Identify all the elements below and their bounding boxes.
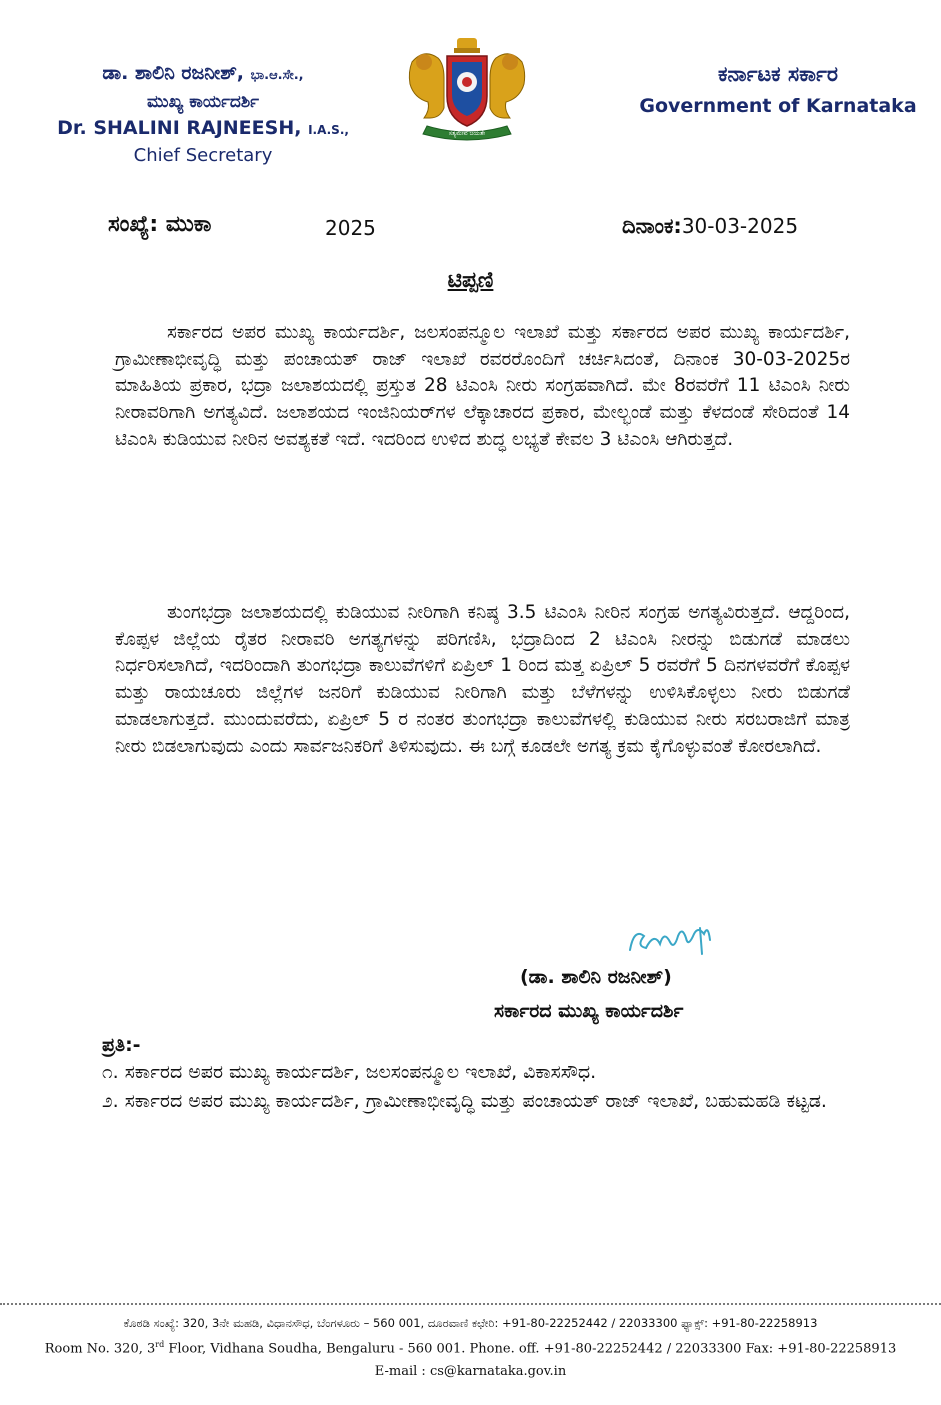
footer-email: E-mail : cs@karnataka.gov.in xyxy=(374,1364,567,1379)
footer-address-kannada: ಕೊಠಡಿ ಸಂಖ್ಯೆ: 320, 3ನೇ ಮಹಡಿ, ವಿಧಾನಸೌಧ, ಬೆಂಗಳೂರು – 560 001, ದೂರವಾಣಿ ಕಛೇರಿ: +91-80-22252442 / 22033300 ಫ್ಯಾಕ್ಸ್: +91-80-22258913 xyxy=(123,1316,818,1330)
signatory-name: (ಡಾ. ಶಾಲಿನಿ ರಜನೀಶ್) xyxy=(520,966,672,988)
list-item: ೨. ಸರ್ಕಾರದ ಅಪರ ಮುಖ್ಯ ಕಾರ್ಯದರ್ಶಿ, ಗ್ರಾಮೀಣಾಭೀವೃದ್ಧಿ ಮತ್ತು ಪಂಚಾಯತ್ ರಾಜ್ ಇಲಾಖೆ, ಬಹುಮಹಡಿ ಕಟ್ಟಡ. xyxy=(102,1090,827,1112)
officer-name-english: Dr. SHALINI RAJNEESH, I.A.S., xyxy=(57,117,349,139)
officer-title-kannada: ಮುಖ್ಯ ಕಾರ್ಯದರ್ಶಿ xyxy=(147,92,259,112)
handwritten-signature-icon xyxy=(622,920,732,960)
body-paragraph-1: ಸರ್ಕಾರದ ಅಪರ ಮುಖ್ಯ ಕಾರ್ಯದರ್ಶಿ, ಜಲಸಂಪನ್ಮೂಲ ಇಲಾಖೆ ಮತ್ತು ಸರ್ಕಾರದ ಅಪರ ಮುಖ್ಯ ಕಾರ್ಯದರ್ಶಿ, ಗ್ರಾಮೀಣಾಭೀವೃದ್ಧಿ ಮತ್ತು ಪಂಚಾಯತ್ ರಾಜ್ ಇಲಾಖೆ ರವರರೊಂದಿಗೆ ಚರ್ಚಿಸಿದಂತೆ, ದಿನಾಂಕ 30-03-2025ರ ಮಾಹಿತಿಯ ಪ್ರಕಾರ, ಭದ್ರಾ ಜಲಾಶಯದಲ್ಲಿ ಪ್ರಸ್ತುತ 28 ಟಿಎಂಸಿ ನೀರು ಸಂಗ್ರಹವಾಗಿದೆ. ಮೇ 8ರವರೆಗೆ 11 ಟಿಎಂಸಿ ನೀರು ನೀರಾವರಿಗಾಗಿ ಅಗತ್ಯವಿದೆ. ಜಲಾಶಯದ ಇಂಜಿನಿಯರ್‌ಗಳ ಲೆಕ್ಕಾಚಾರದ ಪ್ರಕಾರ, ಮೇಲ್ಭಂಡೆ ಮತ್ತು ಕೆಳದಂಡೆ ಸೇರಿದಂತೆ 14 ಟಿಎಂಸಿ ಕುಡಿಯುವ ನೀರಿನ ಅವಶ್ಯಕತೆ ಇದೆ. ಇದರಿಂದ ಉಳಿದ ಶುದ್ಧ ಲಭ್ಯತೆ ಕೇವಲ 3 ಟಿಎಂಸಿ ಆಗಿರುತ್ತದೆ. xyxy=(115,322,850,450)
government-name-english: Government of Karnataka xyxy=(639,95,917,117)
document-heading: ಟಿಪ್ಪಣಿ xyxy=(447,268,494,293)
government-name-kannada: ಕರ್ನಾಟಕ ಸರ್ಕಾರ xyxy=(718,62,838,86)
footer-divider xyxy=(0,1303,941,1305)
karnataka-emblem-icon xyxy=(402,32,532,142)
reference-year: 2025 xyxy=(325,216,376,240)
emblem-motto: ಸತ್ಯಮೇವ ಜಯತೇ xyxy=(448,130,486,137)
letterhead-officer-block xyxy=(38,60,368,169)
reference-number-label: ಸಂಖ್ಯೆ: ಮುಕಾ xyxy=(108,212,212,237)
letterhead-government-block xyxy=(628,58,928,122)
copy-to-label: ಪ್ರತಿ:- xyxy=(102,1034,141,1056)
officer-name-kannada: ಡಾ. ಶಾಲಿನಿ ರಜನೀಶ್, ಭಾ.ಆ.ಸೇ., xyxy=(102,62,304,84)
body-paragraph-2: ತುಂಗಭದ್ರಾ ಜಲಾಶಯದಲ್ಲಿ ಕುಡಿಯುವ ನೀರಿಗಾಗಿ ಕನಿಷ್ಠ 3.5 ಟಿಎಂಸಿ ನೀರಿನ ಸಂಗ್ರಹ ಅಗತ್ಯವಿರುತ್ತದೆ. ಆದ್ದರಿಂದ, ಕೊಪ್ಪಳ ಜಿಲ್ಲೆಯ ರೈತರ ನೀರಾವರಿ ಅಗತ್ಯಗಳನ್ನು ಪರಿಗಣಿಸಿ, ಭದ್ರಾದಿಂದ 2 ಟಿಎಂಸಿ ನೀರನ್ನು ಬಿಡುಗಡೆ ಮಾಡಲು ನಿರ್ಧರಿಸಲಾಗಿದೆ, ಇದರಿಂದಾಗಿ ತುಂಗಭದ್ರಾ ಕಾಲುವೆಗಳಿಗೆ ಏಪ್ರಿಲ್ 1 ರಿಂದ ಮತ್ತ ಏಪ್ರಿಲ್ 5 ರವರೆಗೆ 5 ದಿನಗಳವರೆಗೆ ಕೊಪ್ಪಳ ಮತ್ತು ರಾಯಚೂರು ಜಿಲ್ಲೆಗಳ ಜನರಿಗೆ ಕುಡಿಯುವ ನೀರಿಗಾಗಿ ಮತ್ತು ಬೆಳೆಗಳನ್ನು ಉಳಿಸಿಕೊಳ್ಳಲು ನೀರು ಬಿಡುಗಡೆ ಮಾಡಲಾಗುತ್ತದೆ. ಮುಂದುವರೆದು, ಏಪ್ರಿಲ್ 5 ರ ನಂತರ ತುಂಗಭದ್ರಾ ಕಾಲುವೆಗಳಲ್ಲಿ ಕುಡಿಯುವ ನೀರು ಸರಬರಾಜಿಗೆ ಮಾತ್ರ ನೀರು ಬಿಡಲಾಗುವುದು ಎಂದು ಸಾರ್ವಜನಿಕರಿಗೆ ತಿಳಿಸುವುದು. ಈ ಬಗ್ಗೆ ಕೂಡಲೇ ಅಗತ್ಯ ಕ್ರಮ ಕೈಗೊಳ್ಳುವಂತೆ ಕೋರಲಾಗಿದೆ. xyxy=(115,602,850,757)
officer-title-english: Chief Secretary xyxy=(133,145,273,166)
list-item: ೧. ಸರ್ಕಾರದ ಅಪರ ಮುಖ್ಯ ಕಾರ್ಯದರ್ಶಿ, ಜಲಸಂಪನ್ಮೂಲ ಇಲಾಖೆ, ವಿಕಾಸಸೌಧ. xyxy=(102,1061,597,1083)
signatory-title: ಸರ್ಕಾರದ ಮುಖ್ಯ ಕಾರ್ಯದರ್ಶಿ xyxy=(494,1000,684,1022)
footer-address-english: Room No. 320, 3rd Floor, Vidhana Soudha, Bengaluru - 560 001. Phone. off. +91-80-22252442 / 22033300 Fax: +91-80-22258913 xyxy=(44,1340,897,1357)
document-date: ದಿನಾಂಕ:30-03-2025 xyxy=(622,214,799,238)
copy-to-list xyxy=(102,1058,850,1116)
